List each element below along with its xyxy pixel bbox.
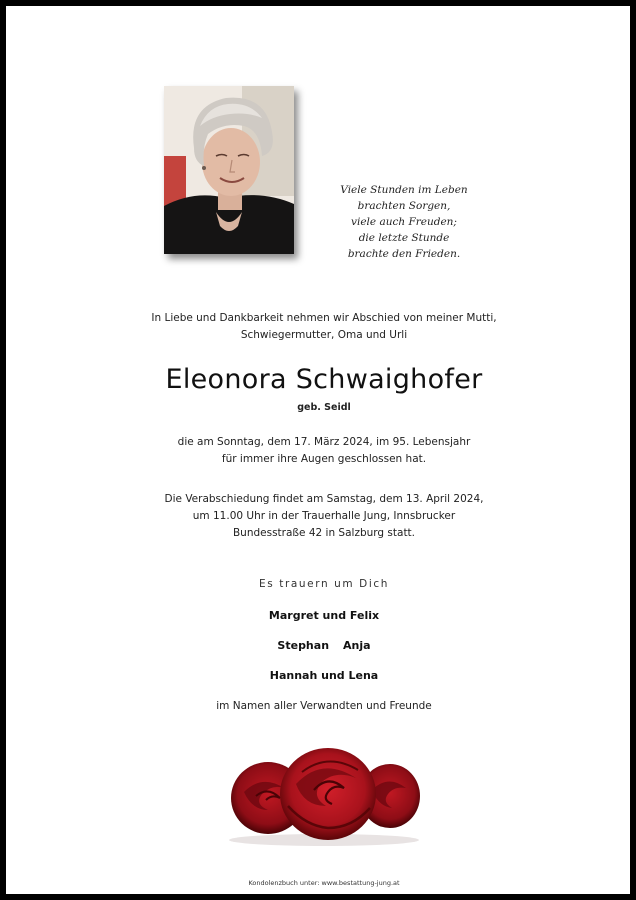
intro-line: Schwiegermutter, Oma und Urli [240,329,408,341]
intro-line: In Liebe und Dankbarkeit nehmen wir Abschied von meiner Mutti, [151,312,497,324]
poem-line: brachte den Frieden. [347,248,461,260]
farewell-line: um 11.00 Uhr in der Trauerhalle Jung, Innsbrucker [192,510,456,522]
portrait-photo [164,86,294,254]
condolence-footer: Kondolenzbuch unter: www.bestattung-jung.at [248,879,400,887]
poem-line: brachten Sorgen, [357,200,451,212]
mourner-group [176,639,472,652]
roses-image [222,744,426,848]
farewell-details [116,491,532,542]
deceased-name: Eleonora Schwaighofer [165,364,483,395]
maiden-name: geb. Seidl [297,402,351,413]
passing-line: für immer ihre Augen geschlossen hat. [221,453,427,465]
memorial-poem [324,182,484,262]
passing-text [126,434,522,468]
poem-line: die letzte Stunde [358,232,450,244]
farewell-line: Bundesstraße 42 in Salzburg statt. [232,527,416,539]
mourner-name: Stephan [277,639,330,652]
farewell-line: Die Verabschiedung findet am Samstag, dem 13. April 2024, [164,493,484,505]
poem-line: Viele Stunden im Leben [340,184,468,196]
mourner-group: Margret und Felix [268,609,380,622]
passing-line: die am Sonntag, dem 17. März 2024, im 95. Lebensjahr [177,436,471,448]
intro-text [126,310,522,344]
mourner-group: Hannah und Lena [269,669,379,682]
mourner-name: Anja [343,639,371,652]
mourners-heading: Es trauern um Dich [258,578,389,590]
relatives-line: im Namen aller Verwandten und Freunde [216,700,432,712]
poem-line: viele auch Freuden; [351,216,457,228]
